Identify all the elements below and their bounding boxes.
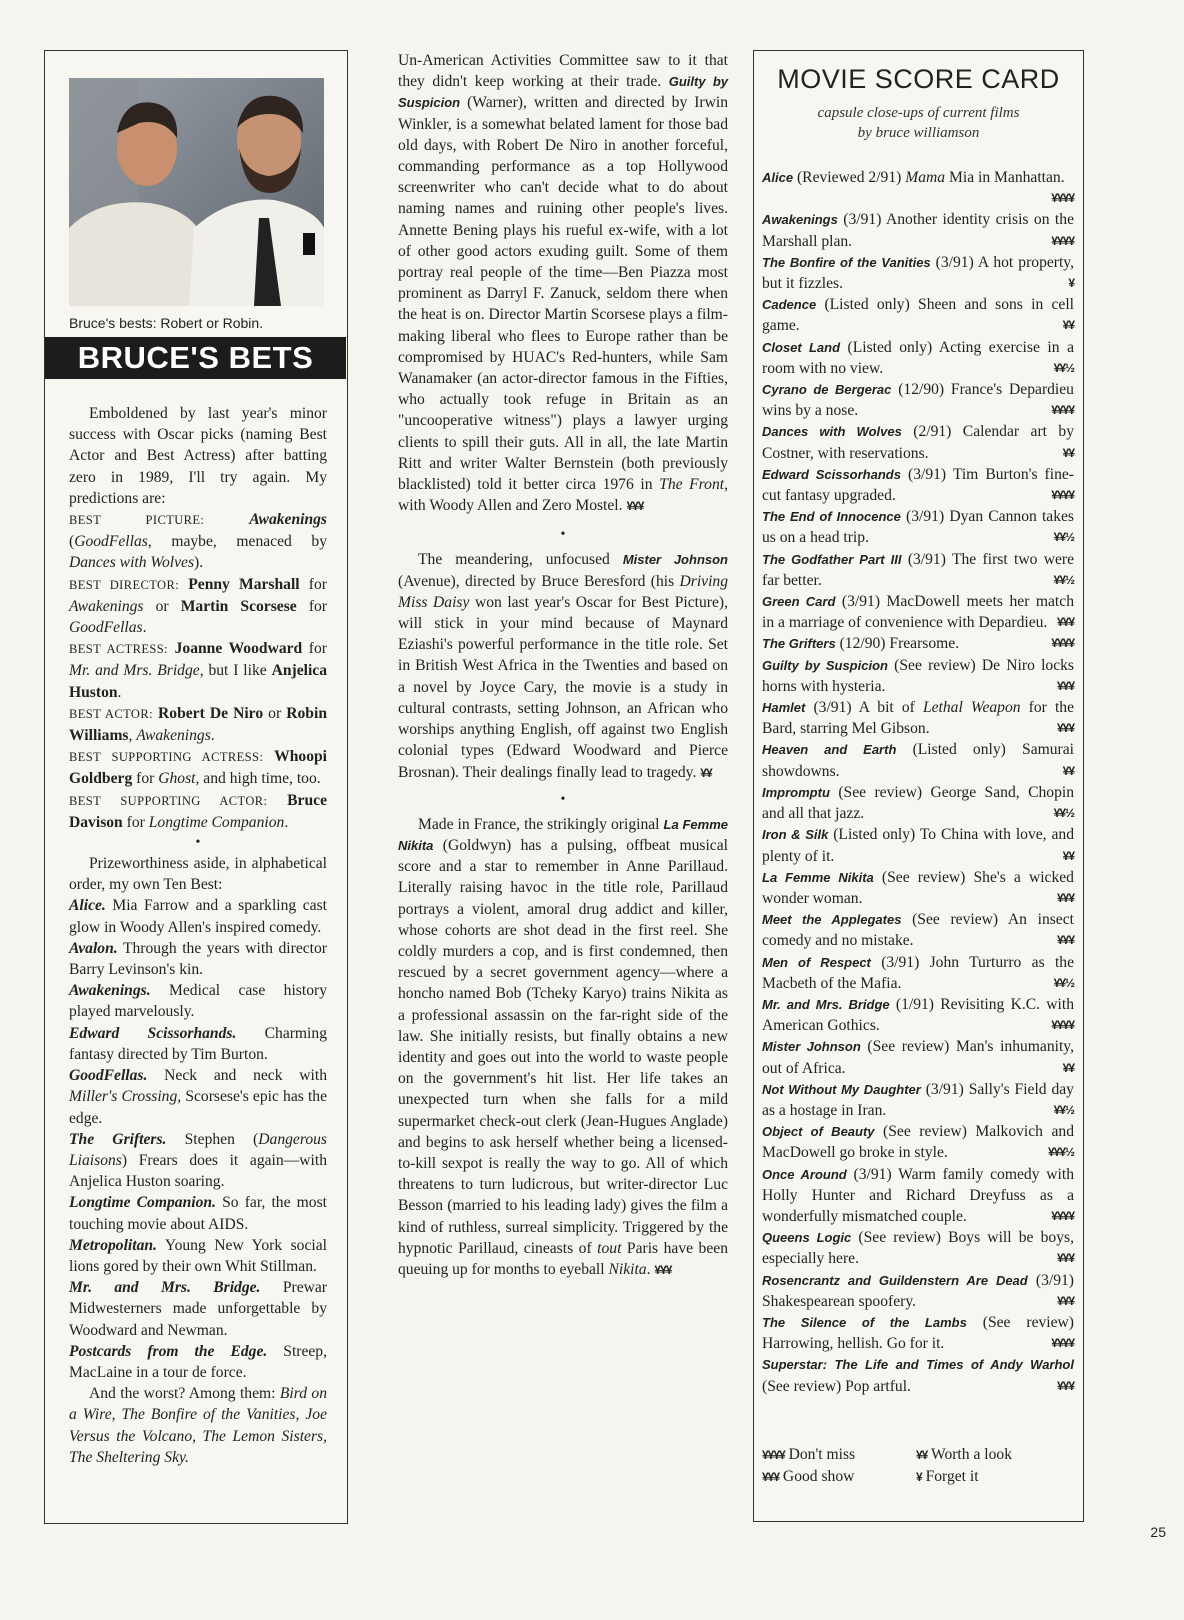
rating-stars: ¥¥¥ (1056, 1378, 1074, 1393)
photo-illustration (69, 78, 324, 306)
bullet-separator: • (560, 791, 566, 807)
prediction-supporting-actor: BEST SUPPORTING ACTOR: Bruce Davison for Longtime Companion. (69, 791, 327, 831)
review-guilty-by-suspicion: Un-American Activities Committee saw to it that they didn't keep working at their trade. Guilty by Suspicion (Warner), written and directed by Irwin Winkler, is a somewhat belated lament for those bad old days, with Robert De Niro in another forceful, commanding performance as a top Hollywood screenwriter who can't decide what to do about naming names and ruining other people's lives. Annette Bening plays his rueful ex-wife, with a lot of other good actors exuding guilt. Some of them portray real people of the time—Ben Piazza most prominent as Darryl F. Zanuck, seldom there when the heat is on. Director Martin Scorsese plays a film-making liberal who flees to Europe rather than be compromised by HUAC's Red-hunters, while Sam Wanamaker (an actor-director famous in the Fifties, who actually took refuge in Britain as an "uncooperative witness") plays a lawyer urging clients to spill their guts. All in all, the late Martin Ritt and writer Walter Bernstein (both previously blacklisted) told it better circa 1976 in The Front, with Woody Allen and Zero Mostel. ¥¥¥ (398, 52, 729, 515)
rating-stars: ¥¥ (700, 765, 712, 780)
rating-stars: ¥¥ (1062, 763, 1074, 778)
rating-stars: ¥¥¥¥ (1051, 191, 1074, 206)
worst-paragraph: And the worst? Among them: Bird on a Wire, The Bonfire of the Vanities, Joe Versus the Volcano, The Lemon Sisters, The Sheltering Sky. (69, 1385, 328, 1466)
score-card-entry: Dances with Wolves (2/91) Calendar art by Costner, with reservations. ¥¥ (762, 421, 1074, 463)
rating-stars: ¥¥ (1062, 1060, 1074, 1075)
rating-stars: ¥¥¥ (1056, 615, 1074, 630)
ten-best-intro: Prizeworthiness aside, in alphabetical order, my own Ten Best: (69, 855, 327, 894)
ten-best-item: Alice. Mia Farrow and a sparkling cast glow in Woody Allen's inspired comedy. (69, 897, 327, 936)
score-card-entry: The Bonfire of the Vanities (3/91) A hot property, but it fizzles. ¥ (762, 252, 1074, 294)
score-card-entry: The Godfather Part III (3/91) The first two were far better. ¥¥½ (762, 549, 1074, 591)
score-card-entry: Heaven and Earth (Listed only) Samurai showdowns. ¥¥ (762, 739, 1074, 781)
legend-stars: ¥¥¥¥ (762, 1448, 785, 1462)
bullet-separator: • (195, 835, 201, 851)
score-card-entry: Cyrano de Bergerac (12/90) France's Depardieu wins by a nose. ¥¥¥¥ (762, 379, 1074, 421)
score-card-entry: The End of Innocence (3/91) Dyan Cannon takes us on a head trip. ¥¥½ (762, 506, 1074, 548)
prediction-supporting-actress: BEST SUPPORTING ACTRESS: Whoopi Goldberg for Ghost, and high time, too. (69, 748, 327, 788)
ten-best-item: Avalon. Through the years with director Barry Levinson's kin. (69, 939, 327, 979)
score-card-subtitle: capsule close-ups of current films by bruce williamson (817, 105, 1020, 141)
rating-stars: ¥¥¥¥ (1051, 1018, 1074, 1033)
review-mister-johnson: The meandering, unfocused Mister Johnson (Avenue), directed by Bruce Beresford (his Driving Miss Daisy won last year's Oscar for Best Picture), will stick in your mind because of Maynard Eziashi's powerful performance in the title role. Set in British West Africa in the Twenties and based on a novel by Joyce Cary, the movie is a study in cultural contrasts, setting Johnson, an African who worships anything English, off against two English colonial types (Edward Woodward and Pierce Brosnan). Their dealings finally lead to tragedy. ¥¥ (398, 551, 728, 781)
legend-label: Good show (779, 1468, 855, 1485)
score-card-entry: Rosencrantz and Guildenstern Are Dead (3/91) Shakespearean spoofery. ¥¥¥ (762, 1270, 1074, 1312)
legend-item (916, 1444, 1070, 1466)
bruces-bets-banner: BRUCE'S BETS (45, 337, 346, 379)
photo-de-niro-williams (69, 78, 324, 306)
prediction-best-actress: BEST ACTRESS: Joanne Woodward for Mr. and Mrs. Bridge, but I like Anjelica Huston. (69, 640, 327, 701)
rating-stars: ¥¥¥¥ (1051, 1336, 1074, 1351)
rating-stars: ¥¥¥ (1056, 890, 1074, 905)
rating-stars: ¥¥¥¥ (1051, 1208, 1074, 1223)
rating-stars: ¥¥¥ (626, 499, 644, 514)
score-card-entry: Alice (Reviewed 2/91) Mama Mia in Manhattan. ¥¥¥¥ (762, 167, 1074, 209)
score-card-entry: Hamlet (3/91) A bit of Lethal Weapon for the Bard, starring Mel Gibson. ¥¥¥ (762, 697, 1074, 739)
prediction-best-picture: BEST PICTURE: Awakenings (GoodFellas, maybe, menaced by Dances with Wolves). (69, 511, 327, 572)
legend-stars: ¥¥ (916, 1448, 928, 1462)
rating-stars: ¥¥½ (1053, 572, 1074, 587)
rating-stars: ¥¥½ (1053, 975, 1074, 990)
score-card-entry: The Silence of the Lambs (See review) Harrowing, hellish. Go for it. ¥¥¥¥ (762, 1312, 1074, 1354)
score-card-entry: Meet the Applegates (See review) An insect comedy and no mistake. ¥¥¥ (762, 909, 1074, 951)
rating-stars: ¥¥½ (1053, 806, 1074, 821)
score-card-entry: Green Card (3/91) MacDowell meets her match in a marriage of convenience with Depardieu. ¥¥¥ (762, 591, 1074, 633)
bruces-bets-text (69, 403, 327, 1468)
rating-stars: ¥¥¥ (1056, 721, 1074, 736)
rating-stars: ¥¥¥¥ (1051, 403, 1074, 418)
rating-stars: ¥¥¥ (1056, 933, 1074, 948)
score-card-entry: Iron & Silk (Listed only) To China with love, and plenty of it. ¥¥ (762, 824, 1074, 866)
ten-best-list (69, 895, 327, 1383)
ten-best-item: Awakenings. Medical case history played marvelously. (69, 982, 327, 1021)
prediction-best-actor: BEST ACTOR: Robert De Niro or Robin Williams, Awakenings. (69, 704, 327, 745)
rating-stars: ¥¥¥¥ (1051, 636, 1074, 651)
bruces-bets-box (44, 50, 348, 1524)
legend-item (762, 1444, 916, 1466)
intro-paragraph: Emboldened by last year's minor success with Oscar picks (naming Best Actor and Best Actress) after batting zero in 1989, I'll try again. My predictions are: (69, 405, 327, 507)
rating-stars: ¥ (1068, 276, 1074, 291)
score-card-entry: La Femme Nikita (See review) She's a wicked wonder woman. ¥¥¥ (762, 867, 1074, 909)
rating-stars: ¥¥½ (1053, 1102, 1074, 1117)
prediction-best-director: BEST DIRECTOR: Penny Marshall for Awakenings or Martin Scorsese for GoodFellas. (69, 575, 327, 637)
rating-stars: ¥¥¥ (654, 1262, 672, 1277)
score-card-title: MOVIE SCORE CARD (777, 64, 1060, 94)
rating-stars: ¥¥¥¥ (1051, 488, 1074, 503)
rating-stars: ¥¥¥¥ (1051, 233, 1074, 248)
score-card-entry: Men of Respect (3/91) John Turturro as the Macbeth of the Mafia. ¥¥½ (762, 952, 1074, 994)
score-card-entry: Edward Scissorhands (3/91) Tim Burton's fine-cut fantasy upgraded. ¥¥¥¥ (762, 464, 1074, 506)
score-card-entry: Impromptu (See review) George Sand, Chopin and all that jazz. ¥¥½ (762, 782, 1074, 824)
score-card-entry: Mister Johnson (See review) Man's inhumanity, out of Africa. ¥¥ (762, 1036, 1074, 1078)
score-card-entry: Cadence (Listed only) Sheen and sons in cell game. ¥¥ (762, 294, 1074, 336)
score-card-entry: Once Around (3/91) Warm family comedy with Holly Hunter and Richard Dreyfuss as a wonderfully mismatched couple. ¥¥¥¥ (762, 1164, 1074, 1228)
legend-stars: ¥¥¥ (762, 1470, 780, 1484)
score-card-entry: Closet Land (Listed only) Acting exercise in a room with no view. ¥¥½ (762, 337, 1074, 379)
rating-stars: ¥¥¥ (1056, 1293, 1074, 1308)
ten-best-item: Edward Scissorhands. Charming fantasy directed by Tim Burton. (69, 1024, 327, 1063)
rating-legend (762, 1444, 1074, 1488)
legend-label: Worth a look (927, 1446, 1013, 1463)
score-card-entry: Superstar: The Life and Times of Andy Warhol (See review) Pop artful. ¥¥¥ (762, 1354, 1074, 1396)
legend-item (916, 1466, 1070, 1488)
review-column (398, 50, 728, 1281)
ten-best-item: Metropolitan. Young New York social lions gored by their own Whit Stillman. (69, 1236, 327, 1275)
rating-stars: ¥¥½ (1053, 530, 1074, 545)
bullet-separator: • (560, 527, 566, 543)
legend-stars: ¥ (916, 1470, 922, 1484)
score-card-entry: Guilty by Suspicion (See review) De Niro locks horns with hysteria. ¥¥¥ (762, 655, 1074, 697)
rating-stars: ¥¥½ (1053, 360, 1074, 375)
rating-stars: ¥¥ (1062, 848, 1074, 863)
score-card-entry: Awakenings (3/91) Another identity crisis on the Marshall plan. ¥¥¥¥ (762, 209, 1074, 251)
score-card-entry: Mr. and Mrs. Bridge (1/91) Revisiting K.C. with American Gothics. ¥¥¥¥ (762, 994, 1074, 1036)
score-card-entry: The Grifters (12/90) Frearsome. ¥¥¥¥ (762, 633, 1074, 654)
ten-best-item: Postcards from the Edge. Streep, MacLaine in a tour de force. (69, 1342, 328, 1381)
legend-item (762, 1466, 916, 1488)
review-la-femme-nikita: Made in France, the strikingly original La Femme Nikita (Goldwyn) has a pulsing, offbeat musical score and a star to remember in Anne Parillaud. Literally raising havoc in the title role, Parillaud portrays a violent, amoral drug addict and killer, whose cohorts are shot dead in the first reel. She coldly murders a cop, and is first condemned, then rescued by a secret government agency—where a honcho named Bob (Tcheky Karyo) trains Nikita as a professional assassin on the far-right side of the law. She initially resists, but finally obtains a new identity and goes out into the world to waste people on the government's hit list. Her life takes an unexpected turn when she falls for a mild supermarket check-out clerk (Jean-Hugues Anglade) and begins to ask herself whether being a licensed-to-kill sexpot is really the way to go. All of which threatens to turn ludicrous, but writer-director Luc Besson (married to his leading lady) gives the film a kind of ruthless, surreal simplicity. Triggered by the hypnotic Parillaud, cineasts of tout Paris have been queuing up for months to eyeball Nikita. ¥¥¥ (398, 815, 728, 1278)
rating-stars: ¥¥ (1062, 318, 1074, 333)
photo-caption: Bruce's bests: Robert or Robin. (69, 315, 264, 331)
legend-label: Forget it (921, 1468, 979, 1485)
score-card-entries (762, 167, 1074, 1397)
score-card-entry: Object of Beauty (See review) Malkovich and MacDowell go broke in style. ¥¥¥½ (762, 1121, 1074, 1163)
rating-stars: ¥¥ (1062, 445, 1074, 460)
ten-best-item: The Grifters. Stephen (Dangerous Liaisons) Frears does it again—with Anjelica Huston soaring. (69, 1130, 327, 1191)
legend-label: Don't miss (784, 1446, 856, 1463)
rating-stars: ¥¥¥ (1056, 1251, 1074, 1266)
ten-best-item: GoodFellas. Neck and neck with Miller's Crossing, Scorsese's epic has the edge. (69, 1067, 327, 1127)
ten-best-item: Longtime Companion. So far, the most touching movie about AIDS. (69, 1194, 327, 1233)
page-number: 25 (1150, 1524, 1166, 1540)
score-card-entry: Queens Logic (See review) Boys will be boys, especially here. ¥¥¥ (762, 1227, 1074, 1269)
score-card-entry: Not Without My Daughter (3/91) Sally's Field day as a hostage in Iran. ¥¥½ (762, 1079, 1074, 1121)
rating-stars: ¥¥¥ (1056, 678, 1074, 693)
movie-score-card (753, 50, 1084, 1522)
rating-stars: ¥¥¥½ (1047, 1145, 1074, 1160)
ten-best-item: Mr. and Mrs. Bridge. Prewar Midwesterners made unforgettable by Woodward and Newman. (69, 1279, 327, 1339)
